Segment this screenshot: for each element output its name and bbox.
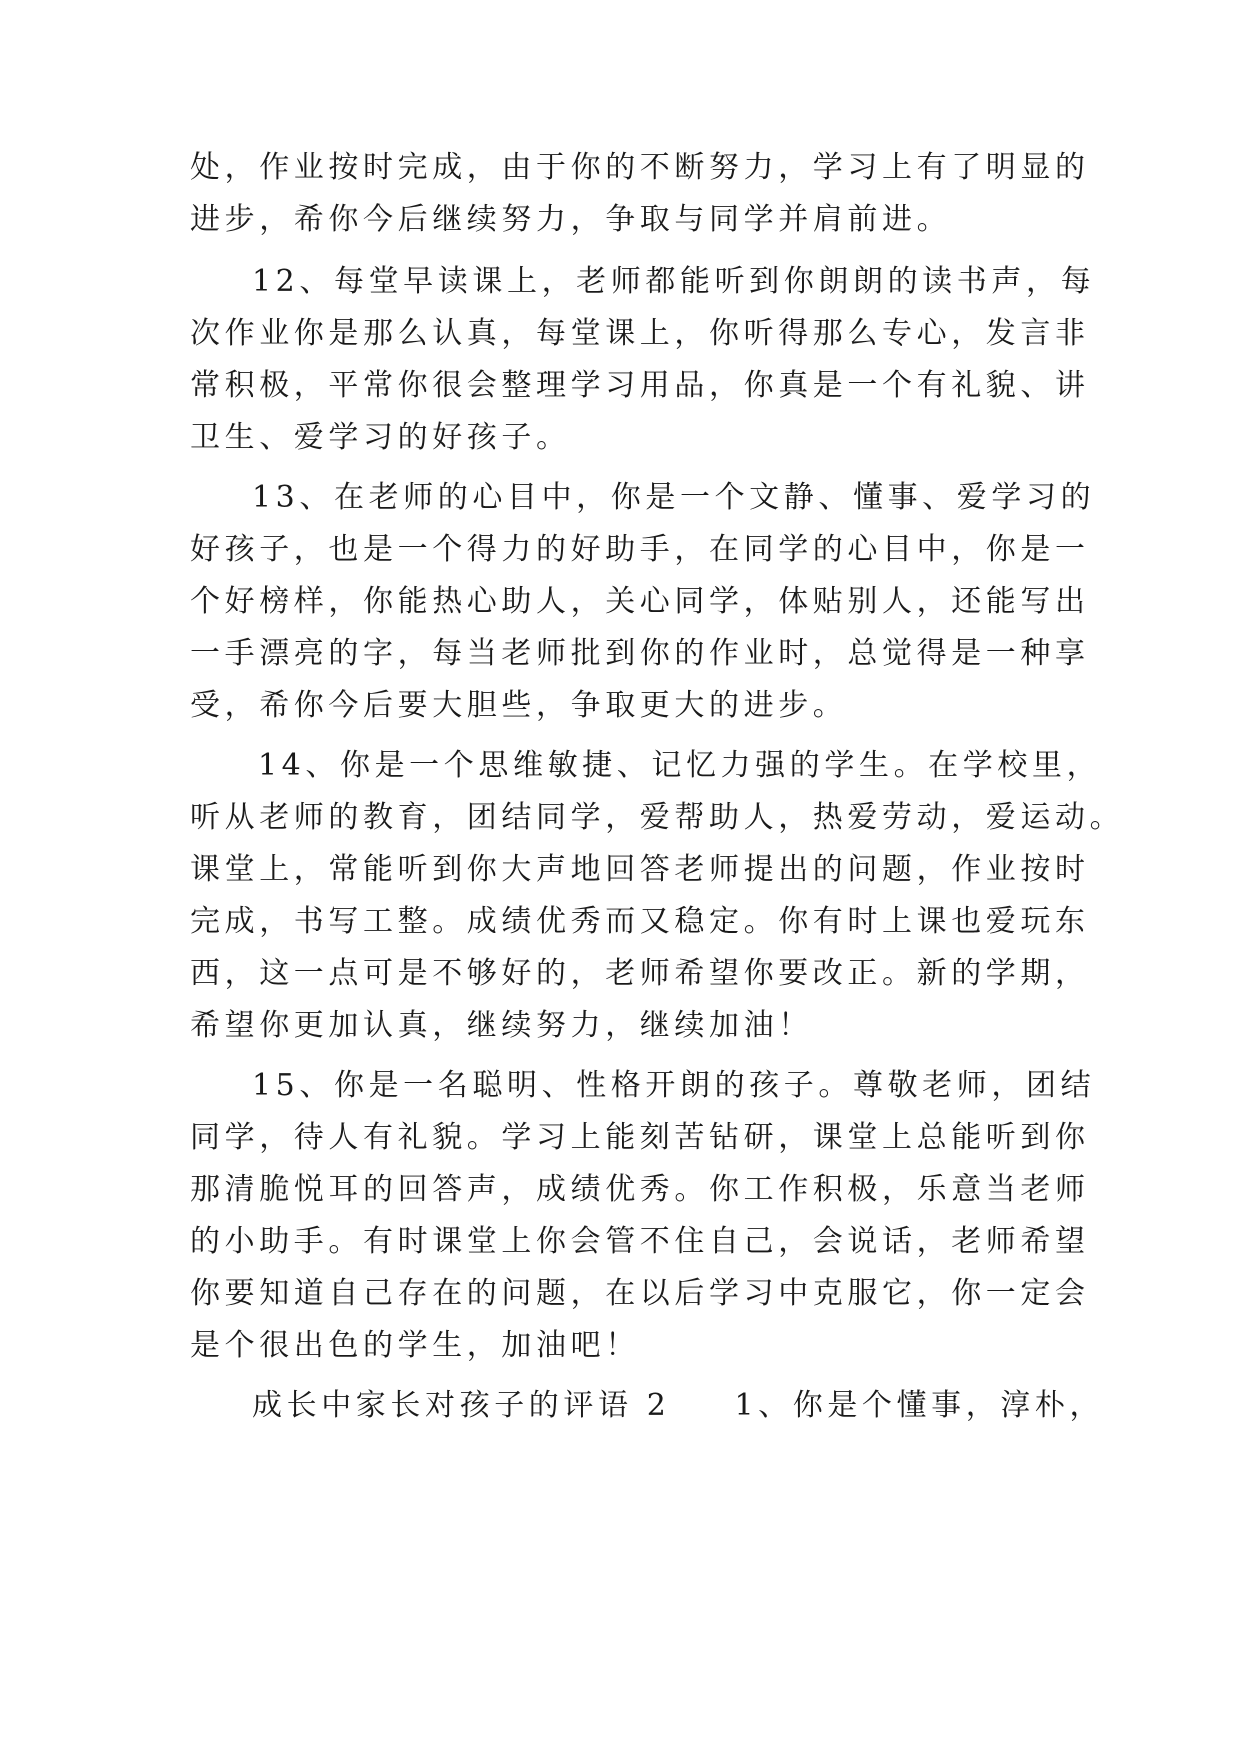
text-line: 好孩子，也是一个得力的好助手，在同学的心目中，你是一 <box>190 532 1090 567</box>
text-line: 完成，书写工整。成绩优秀而又稳定。你有时上课也爱玩东 <box>190 904 1090 939</box>
text-line: 卫生、爱学习的好孩子。 <box>190 420 571 455</box>
text-line: 听从老师的教育，团结同学，爱帮助人，热爱劳动，爱运动。 <box>190 800 1125 835</box>
paragraph-15-start: 15、你是一名聪明、性格开朗的孩子。尊敬老师，团结 <box>252 1068 1096 1103</box>
section-title: 成长中家长对孩子的评语 2 <box>252 1388 671 1423</box>
text-line: 受，希你今后要大胆些，争取更大的进步。 <box>190 688 848 723</box>
text-line: 那清脆悦耳的回答声，成绩优秀。你工作积极，乐意当老师 <box>190 1172 1090 1207</box>
text-line: 个好榜样，你能热心助人，关心同学，体贴别人，还能写出 <box>190 584 1090 619</box>
paragraph-13-start: 13、在老师的心目中，你是一个文静、懂事、爱学习的 <box>252 480 1096 515</box>
text-line: 你要知道自己存在的问题，在以后学习中克服它，你一定会 <box>190 1276 1090 1311</box>
paragraph-12-start: 12、每堂早读课上，老师都能听到你朗朗的读书声，每 <box>252 264 1096 299</box>
section-heading-line <box>252 1386 1105 1426</box>
text-line: 同学，待人有礼貌。学习上能刻苦钻研，课堂上总能听到你 <box>190 1120 1090 1155</box>
section-first-item: 1、你是个懂事，淳朴， <box>734 1388 1105 1423</box>
text-line: 课堂上，常能听到你大声地回答老师提出的问题，作业按时 <box>190 852 1090 887</box>
text-line: 是个很出色的学生，加油吧！ <box>190 1328 640 1363</box>
text-line: 西，这一点可是不够好的，老师希望你要改正。新的学期， <box>190 956 1090 991</box>
text-line: 的小助手。有时课堂上你会管不住自己，会说话，老师希望 <box>190 1224 1090 1259</box>
text-line: 一手漂亮的字，每当老师批到你的作业时，总觉得是一种享 <box>190 636 1090 671</box>
text-line: 常积极，平常你很会整理学习用品，你真是一个有礼貌、讲 <box>190 368 1090 403</box>
paragraph-14-start: 14、你是一个思维敏捷、记忆力强的学生。在学校里， <box>258 748 1102 783</box>
text-line: 进步，希你今后继续努力，争取与同学并肩前进。 <box>190 202 952 237</box>
text-line: 处，作业按时完成，由于你的不断努力，学习上有了明显的 <box>190 150 1090 185</box>
text-line: 次作业你是那么认真，每堂课上，你听得那么专心，发言非 <box>190 316 1090 351</box>
text-line: 希望你更加认真，继续努力，继续加油！ <box>190 1008 813 1043</box>
